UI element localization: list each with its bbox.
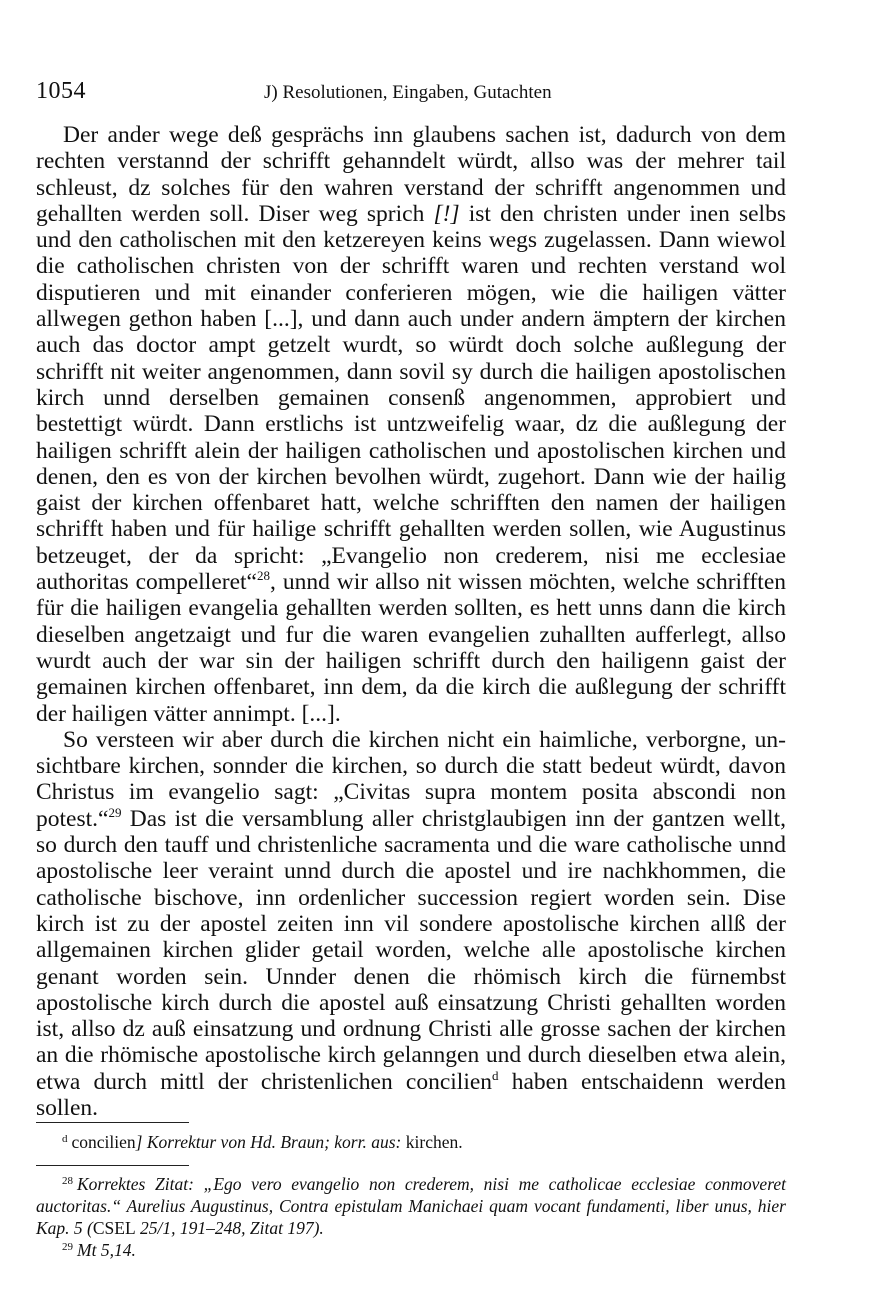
footnote-28: [36, 1170, 786, 1239]
running-title: J) Resolutionen, Eingaben, Gutachten: [264, 82, 552, 103]
apparatus-original: kirchen.: [401, 1132, 463, 1152]
footnote-29: [36, 1236, 786, 1261]
footnote-ref-29: 29: [108, 804, 122, 820]
footnote-28-mark: 28: [62, 1175, 73, 1187]
page-number: 1054: [36, 78, 86, 104]
apparatus-mark: d: [62, 1133, 68, 1145]
paragraph-2-part-b: Das ist die versamblung aller christglaubigen inn der gantzen wellt, so durch den tauff und christenliche sacramenta und die ware catholische unnd apostolische leer veraint unnd durch die apostel und ire nachkhommen, die catholische bischove, inn ordenlicher succession regiert worden sein. Dise kirch ist zu der apostel zeiten inn vil sondere apostolische kirchen allß der allgemainen kirchen glider getail worden, welche alle apostolische kirchen genant worden sein. Unnder denen die rhömisch kirch die fürnembst apostolische kirch durch die apostel auß einsatzung Christi gehallten worden ist, allso dz auß einsatzung und ordnung Christi alle grosse sachen der kirchen an die rhömische apostolische kirch gelanngen und durch dieselben etwa alein, etwa durch mittl der christenlichen concilien: [36, 805, 786, 1095]
footnote-28-csel: CSEL: [92, 1218, 136, 1238]
paragraph-2-part-c: haben entschaidenn werden sollen.: [36, 1068, 786, 1121]
footnote-ref-28: 28: [256, 568, 270, 584]
main-text: [36, 122, 786, 1121]
paragraph-1-part-c: , unnd wir allso nit wissen möchten, welche schrifften für die hailigen evangelia gehallten werden sollten, es hett unns dann die kirch dieselben angetzaigt und fur die waren evangelien zuhallten aufferlegt, allso wurdt auch der war sin der hailigen schrifft durch den hailigenn gaist der gemainen kirchen offenbaret, inn dem, da die kirch die außlegung der schrifft der hailigen vätter annimpt. [...].: [36, 569, 786, 727]
paragraph-1: [36, 122, 786, 727]
footnote-29-mark: 29: [62, 1241, 73, 1253]
footnote-rule: [36, 1165, 189, 1166]
apparatus-rule: [36, 1122, 189, 1123]
footnote-29-text: Mt 5,14.: [77, 1240, 136, 1260]
paragraph-2-part-a: So versteen wir aber durch die kirchen nicht ein haimliche, verborgne, unsichtbare kirchen, sonnder die kirchen, so durch die statt bedeut würdt, davon Christus im evangelio sagt: „Civitas supra montem posita abscondi non potest.“: [36, 726, 786, 832]
apparatus-bracket: ]: [135, 1132, 143, 1152]
paragraph-1-part-a: Der ander wege deß gesprächs inn glaubens sachen ist, dadurch von dem rechten verstannd der schrifft gehanndelt würdt, allso was der mehrer tail schleust, dz solches für den wahren verstand der schrifft angenommen und gehallten werden soll. Diser weg sprich: [36, 122, 786, 227]
apparatus-lemma: concilien: [71, 1132, 136, 1152]
paragraph-2: [36, 727, 786, 1121]
running-header: [36, 78, 812, 108]
apparatus-ref-d: d: [492, 1067, 499, 1083]
paragraph-1-part-b: ist den christen under inen selbs und den catholischen mit den ketzereyen keins wegs zugelassen. Dann wiewol die catholischen christen von der schrifft waren und rechten verstand wol disputieren und mit einander conferieren mögen, wie die hailigen vätter allwegen gethon haben [...], und dann auch under andern ämptern der kirchen auch das doctor ampt getzelt wurdt, so würdt doch solche außlegung der schrifft nit weiter angenommen, dann sovil sy durch die hailigen apostolischen kirch unnd derselben gemainen consenß angenommen, approbiert und bestettigt würdt. Dann erstlichs ist untzweifelig waar, dz die außlegung der hailigen schrifft alein der hailigen catholischen und apostolischen kirchen und denen, den es von der kirchen bevolhen würdt, zugehort. Dann wie der hailig gaist der kirchen offenbaret hatt, welche schrifften den namen der hailigen schrifft haben und für hailige schrifft gehallten werden sollen, wie Augustinus betzeuget, der da spricht: „Evangelio non crederem, nisi me ecclesiae authoritas compelleret“: [36, 200, 786, 596]
apparatus-comment: Korrektur von Hd. Braun; korr. aus:: [146, 1132, 402, 1152]
footnote-28-text-a: Korrektes Zitat: „Ego vero evangelio non crederem, nisi me catholicae ecclesiae conmoveret auctoritas.“ Aurelius Augustinus, Contra epistulam Manichaei quam vocant fundamenti, liber unus, hier Kap. 5 (: [36, 1174, 786, 1238]
sic-mark: [!]: [433, 200, 460, 227]
footnote-28-text-b: 25/1, 191–248, Zitat 197).: [135, 1218, 324, 1238]
apparatus-note-d: [36, 1128, 786, 1153]
